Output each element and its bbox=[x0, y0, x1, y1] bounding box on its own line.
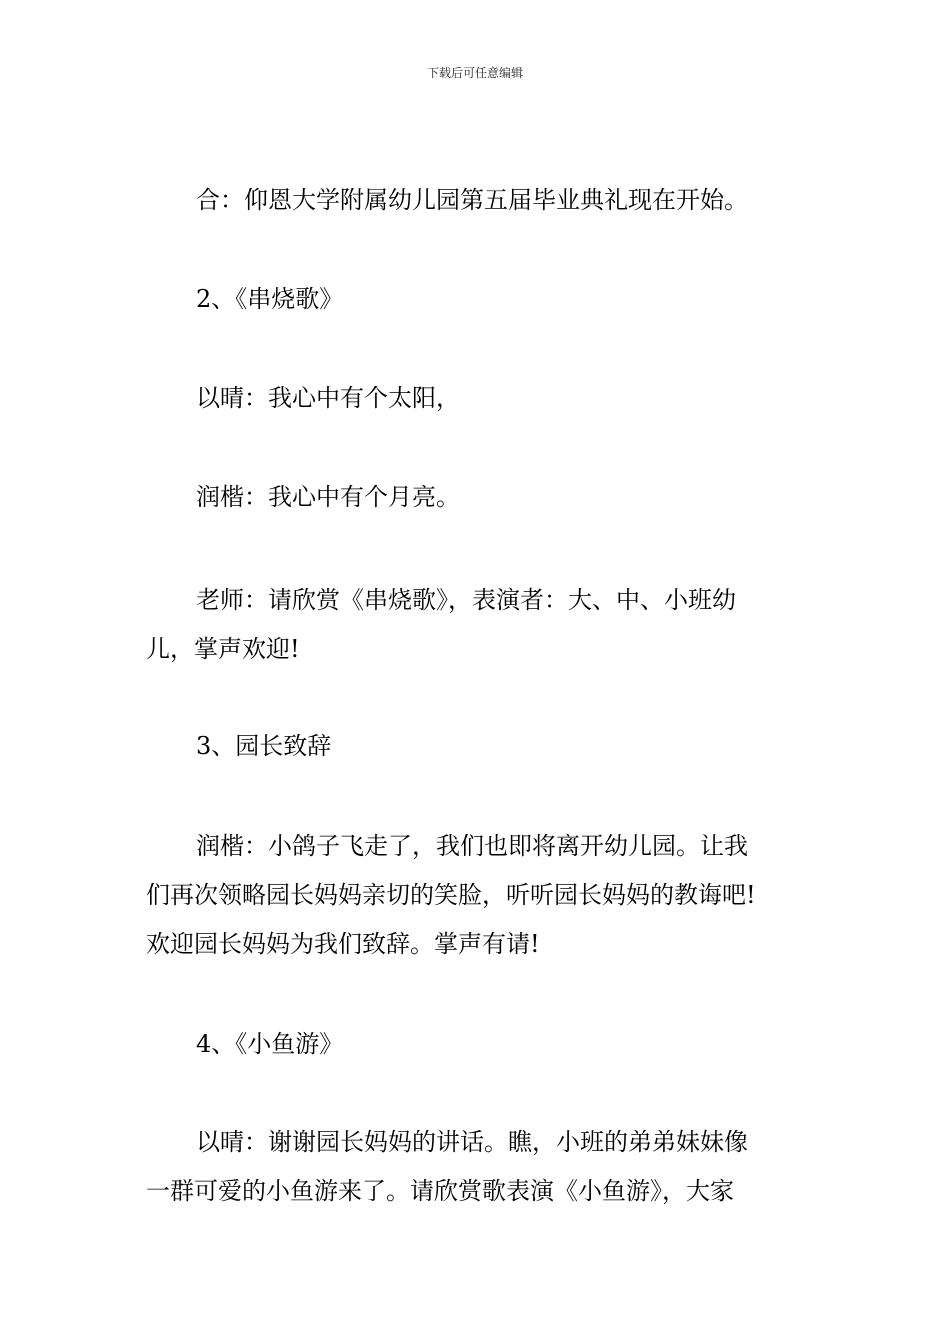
text-line: 3、园长致辞 bbox=[196, 732, 332, 760]
section-heading-4 bbox=[146, 1020, 806, 1069]
text-line: 4、《小鱼游》 bbox=[196, 1030, 344, 1058]
paragraph-teacher bbox=[146, 576, 806, 674]
section-heading-3 bbox=[146, 722, 806, 771]
paragraph-runkai-speech bbox=[146, 822, 806, 969]
section-heading-2 bbox=[146, 275, 806, 324]
text-line: 以晴：我心中有个太阳， bbox=[196, 384, 460, 412]
text-line: 老师：请欣赏《串烧歌》，表演者：大、中、小班幼 bbox=[196, 586, 736, 614]
text-line: 以晴：谢谢园长妈妈的讲话。瞧，小班的弟弟妹妹像 bbox=[196, 1128, 748, 1156]
paragraph-yiqing-sun bbox=[146, 374, 806, 423]
text-line: 一群可爱的小鱼游来了。请欣赏歌表演《小鱼游》，大家 bbox=[146, 1177, 734, 1205]
text-line: 合：仰恩大学附属幼儿园第五届毕业典礼现在开始。 bbox=[196, 186, 748, 214]
paragraph-opening bbox=[146, 176, 806, 225]
text-line: 润楷：我心中有个月亮。 bbox=[196, 483, 460, 511]
text-line: 们再次领略园长妈妈亲切的笑脸，听听园长妈妈的教诲吧! bbox=[146, 881, 756, 909]
text-line: 2、《串烧歌》 bbox=[196, 285, 344, 313]
paragraph-yiqing-fish bbox=[146, 1118, 806, 1216]
paragraph-runkai-moon bbox=[146, 473, 806, 522]
page-header: 下载后可任意编辑 bbox=[426, 66, 523, 80]
text-line: 欢迎园长妈妈为我们致辞。掌声有请! bbox=[146, 930, 540, 958]
text-line: 儿，掌声欢迎! bbox=[146, 635, 300, 663]
text-line: 润楷：小鸽子飞走了，我们也即将离开幼儿园。让我 bbox=[196, 832, 748, 860]
